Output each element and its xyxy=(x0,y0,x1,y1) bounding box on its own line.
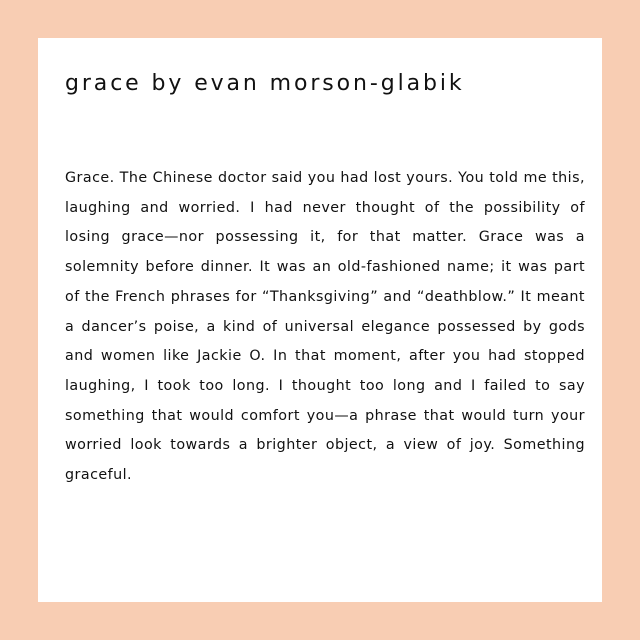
body-paragraph: Grace. The Chinese doctor said you had lost yours. You told me this, laughing and worried. I had never thought of the possibility of losing grace—nor possessing it, for that matter. Grace was a solemnity before dinner. It was an old-fashioned name; it was part of the French phrases for “Thanksgiving” and “deathblow.” It meant a dancer’s poise, a kind of universal elegance possessed by gods and women like Jackie O. In that moment, after you had stopped laughing, I took too long. I thought too long and I failed to say something that would comfort you—a phrase that would turn your worried look towards a brighter object, a view of joy. Something graceful. xyxy=(65,170,585,484)
page-title: grace by evan morson-glabik xyxy=(65,71,465,96)
text-card xyxy=(38,38,602,602)
